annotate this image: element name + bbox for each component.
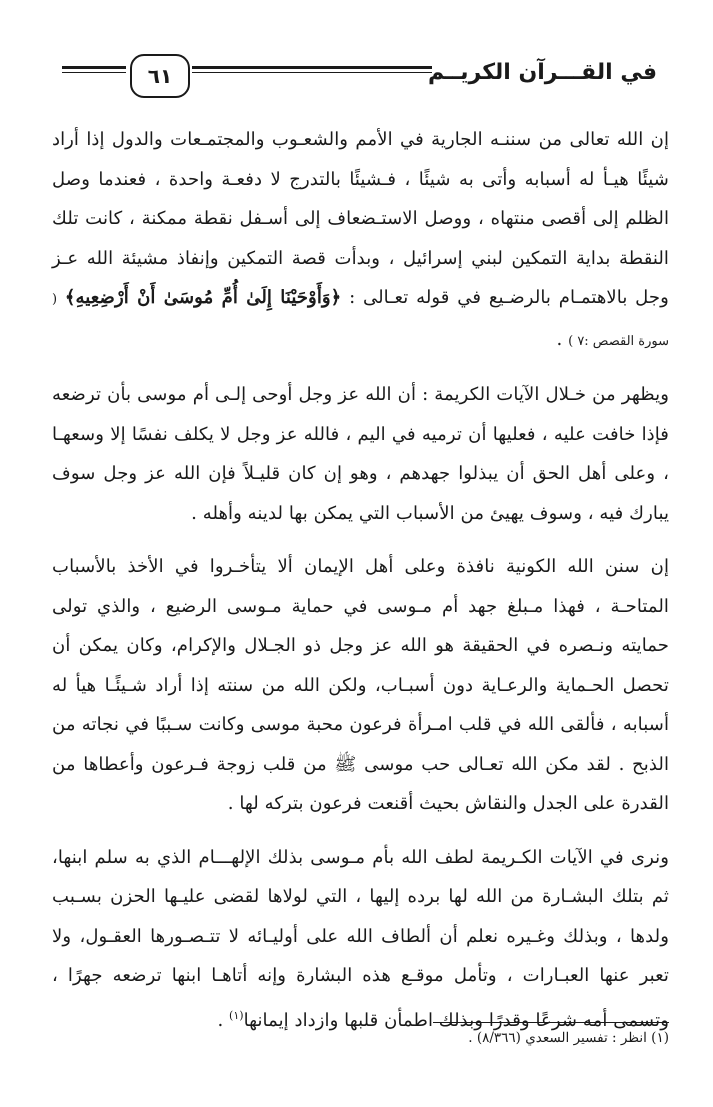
body-text: [52, 120, 669, 1040]
verse-citation: ( سورة القصص :٧ ): [52, 292, 669, 349]
paragraph-3: إن سنن الله الكونية نافذة وعلى أهل الإيمان ألا يتأخـروا في الأخذ بالأسباب المتاحـة ، فهذا مـبلغ جهد أم مـوسى في حماية مـوسى الرضيع ، والذي تولى حمايته ونـصره في الحقيقة هو الله عز وجل ذو الجـلال والإكرام، وكان يمكن أن تحصل الحـماية والرعـاية دون أسبـاب، ولكن الله من سنته إذا أراد شـيئًـا هيأ له أسبابه ، فألقى الله في قلب امـرأة فرعون محبة موسى وكانت سـببًا في نجاته من الذبح . لقد مكن الله تعـالى حب موسى ﷺ من قلب زوجة فـرعون وأعطاها من القدرة على الجدل والنقاش بحيث أقنعت فرعون بتركه لها .: [52, 556, 669, 814]
header-rule-left-bottom: [62, 72, 126, 73]
footnote: (١) انظر : تفسير السعدي (٨/٣٦٦) .: [468, 1030, 669, 1046]
paragraph-1: [52, 120, 669, 361]
paragraph-4-text: ونرى في الآيات الكـريمة لطف الله بأم مـوسى بذلك الإلهـــام الذي به سلم ابنها، ثم بتلك البشـارة من الله لها برده إليها ، التي لولاها لقضى عليـها الحزن بسـبب ولدها ، وبذلك وغـيره نعلم أن ألطاف الله على أوليـائه لا تتـصـورها العقـول، ولا تعبر عنها العبـارات ، وتأمل موقـع هذه البشارة وإنه أتاهـا ابنها ترضعه جهرًا ، وتسمى أمه شرعًا وقدرًا وبذلك اطمأن قلبها وازداد إيمانها: [52, 846, 669, 1031]
header-rule-middle-top: [192, 66, 432, 69]
page-number: ٦١: [130, 54, 190, 98]
paragraph-1-text: إن الله تعالى من سننـه الجارية في الأمم والشعـوب والمجتمـعات والدول إذا أراد شيئًا هيـأ له أسبابه وأتى به شيئًا ، فـشيئًا بالتدرج لا دفعـة واحدة ، فعندما وصل الظلم إلى أقصى منتهاه ، ووصل الاستـضعاف إلى أسـفل نقطة ممكنة ، كانت تلك النقطة بداية التمكين لبني إسرائيل ، وبدأت قصة التمكين وإنفاذ مشيئة الله عـز وجل بالاهتمـام بالرضـيع في قوله تعـالى :: [52, 129, 669, 308]
header-rule-middle-bottom: [192, 72, 432, 73]
quran-verse: ﴿وَأَوْحَيْنَا إِلَىٰ أُمِّ مُوسَىٰ أَنْ أَرْضِعِيهِ﴾: [64, 287, 342, 308]
running-header: [62, 52, 657, 100]
paragraph-1-end: .: [556, 328, 569, 350]
paragraph-4-end: .: [217, 1009, 230, 1031]
paragraph-2: ويظهر من خـلال الآيات الكريمة : أن الله عز وجل أوحى إلـى أم موسى بأن ترضعه فإذا خافت عليه ، فعليها أن ترميه في اليم ، فالله عز وجل لا يكلف نفسًا إلا وسعهـا ، وعلى أهل الحق أن يبذلوا جهدهم ، وهو إن كان قليـلاً فإن الله عز وجل سوف يبارك فيه ، وسوف يهيئ من الأسباب التي يمكن بها لدينه وأهله .: [52, 384, 669, 524]
footnote-reference[interactable]: (١): [229, 1008, 244, 1022]
running-title: في القـــرآن الكريــم: [427, 60, 657, 85]
paragraph-4: [52, 838, 669, 1041]
footnote-separator: [433, 1022, 669, 1023]
header-rule-left-top: [62, 66, 126, 69]
